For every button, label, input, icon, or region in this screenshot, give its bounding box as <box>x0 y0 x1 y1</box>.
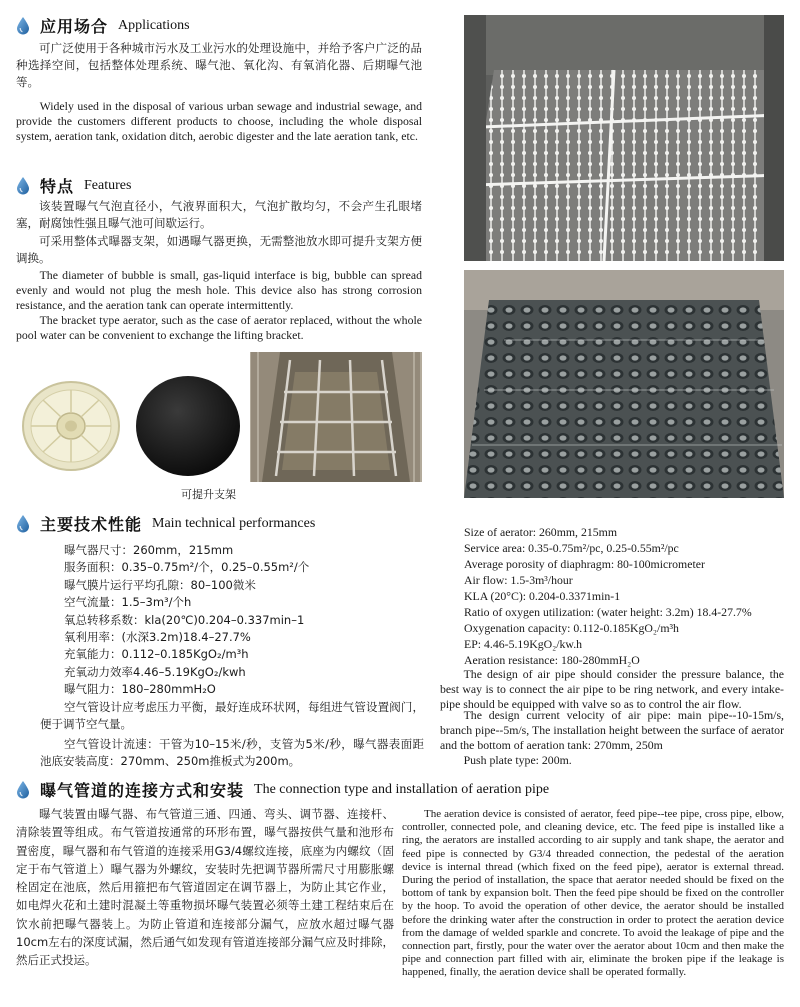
features-paragraph-zh-1: 该装置曝气气泡直径小，气液界面积大，气泡扩散均匀，不会产生孔眼堵塞，耐腐蚀性强且曝气池可间歇运行。 <box>16 199 422 230</box>
applications-heading <box>16 14 190 37</box>
performance-title-en: Main technical performances <box>152 515 316 531</box>
spec-item-en: Ratio of oxygen utilization: (water height: 3.2m) 18.4-27.7% <box>464 605 752 619</box>
spec-item-en: Average porosity of diaphragm: 80-100micrometer <box>464 557 705 571</box>
spec-item-en: KLA (20°C): 0.204-0.3371min-1 <box>464 589 621 603</box>
features-title-zh: 特点 <box>40 177 75 196</box>
aeration-tank-bracket-image <box>464 15 784 261</box>
aeration-tank-disc-layout-image <box>464 270 784 498</box>
features-title-en: Features <box>84 177 132 193</box>
performance-heading <box>16 512 315 535</box>
spec-item-en: Service area: 0.35-0.75m²/pc, 0.25-0.55m²/pc <box>464 541 679 555</box>
bracket-caption: 可提升支架 <box>181 488 236 501</box>
features-paragraph-en-2: The bracket type aerator, such as the case of aerator replaced, without the whole pool water can be convenient to exchange the lifting bracket. <box>16 313 422 342</box>
spec-item-zh: 服务面积：0.35–0.75m²/个，0.25–0.55m²/个 <box>64 560 310 575</box>
installation-paragraph-en: The aeration device is consisted of aerator, feed pipe--tee pipe, cross pipe, elbow, controller, connected pole, and cleaning device, etc. The feed pipe is installed like a ring, the aerators are installed according to air supply and tank shape, the aerator and feed pipe is connected by G3/4 threaded connection, the pedestal of the aeration device is internal thread (which fixed on the feed pipe), aerator is external thread. During the period of installation, the space that aerator needed should be fixed on the bottom of tank by expansion bolt. Then the feed pipe should be fixed on the controller by the hoop. To avoid the operation of other device, the aerator should be installed before the drinking water after the construction in order to protect the aeration device from the damage of welded sparkle and concrete. To avoid the leakage of pipe and the connection part, firstly, pour the water over the aerator about 10cm and then make the pipe and connection part filled with air, eliminate the broken pipe if the leakage is happened, finally, the aeration device shall be operated formally. <box>402 808 784 979</box>
spec-item-en: EP: 4.46-5.19KgO₂/kw.h <box>464 637 583 651</box>
applications-title-zh: 应用场合 <box>40 17 109 36</box>
spec-item-zh: 曝气器尺寸：260mm，215mm <box>64 543 234 557</box>
installation-title-en: The connection type and installation of aeration pipe <box>254 781 550 797</box>
spec-item-zh: 氧总转移系数：kla(20℃)0.204–0.337min–1 <box>64 612 305 627</box>
features-paragraph-zh-2: 可采用整体式曝器支架，如遇曝气器更换，无需整池放水即可提升支架方便调换。 <box>16 234 422 265</box>
features-paragraph-en-1: The diameter of bubble is small, gas-liquid interface is big, bubble can spread evenly and would not plug the mesh hole. This device also has strong corrosion resistance, and the aeration tank can operate intermittently. <box>16 268 422 312</box>
white-disc-aerator-image <box>16 372 124 476</box>
lifting-bracket-image <box>250 352 422 482</box>
performance-paragraph-en-2: The design current velocity of air pipe: main pipe--10-15m/s, branch pipe--5m/s, The installation height between the surface of aerator and the bottom of aeration tank: 270mm, 250m <box>440 708 784 752</box>
spec-item-zh: 充氧能力：0.112–0.185KgO₂/m³h <box>64 647 249 662</box>
performance-paragraph-zh-1: 空气管设计应考虑压力平衡，最好连成环状网，每组进气管设置阀门，便于调节空气量。 <box>40 700 424 731</box>
spec-item-zh: 曝气阻力：180–280mmH₂O <box>64 682 216 697</box>
performance-title-zh: 主要技术性能 <box>40 515 143 534</box>
applications-paragraph-en: Widely used in the disposal of various urban sewage and industrial sewage, and provide the customers different products to choose, including the whole disposal system, aeration tank, oxidation ditch, aerobic digester and the late aeration tank, etc. <box>16 99 422 143</box>
spec-item-zh: 氧利用率：(水深3.2m)18.4–27.7% <box>64 630 251 645</box>
performance-paragraph-en-3: Push plate type: 200m. <box>463 753 572 767</box>
installation-heading <box>16 778 549 801</box>
spec-item-zh: 曝气膜片运行平均孔隙：80–100微米 <box>64 577 256 592</box>
water-drop-icon <box>16 515 30 533</box>
performance-paragraph-zh-2: 空气管设计流速：干管为10–15米/秒，支管为5米/秒，曝气器表面距池底安装高度：270mm、250m推板式为200m。 <box>40 737 424 768</box>
black-membrane-aerator-image <box>133 370 243 478</box>
performance-paragraph-en-1: The design of air pipe should consider the pressure balance, the best way is to connect the air pipe to be ring network, and every intake-pipe should be equipped with valve so as to control the air flow. <box>440 667 784 711</box>
water-drop-icon <box>16 177 30 195</box>
features-heading <box>16 174 131 197</box>
spec-item-en: Air flow: 1.5-3m³/hour <box>464 573 573 587</box>
spec-list-zh <box>64 542 424 699</box>
spec-item-zh: 充氧动力效率4.46–5.19KgO₂/kwh <box>64 664 246 679</box>
spec-item-zh: 空气流量：1.5–3m³/个h <box>64 595 192 610</box>
spec-list-en <box>464 524 784 668</box>
applications-title-en: Applications <box>118 17 190 33</box>
applications-paragraph-zh: 可广泛使用于各种城市污水及工业污水的处理设施中，并给予客户广泛的品种选择空间，包括整体处理系统、曝气池、氧化沟、有氧消化器、后期曝气池等。 <box>16 41 422 89</box>
installation-title-zh: 曝气管道的连接方式和安装 <box>40 781 245 800</box>
water-drop-icon <box>16 17 30 35</box>
spec-item-en: Aeration resistance: 180-280mmH₂O <box>464 653 640 667</box>
spec-item-en: Size of aerator: 260mm, 215mm <box>464 525 617 539</box>
installation-paragraph-zh: 曝气装置由曝气器、布气管道三通、四通、弯头、调节器、连接杆、清除装置等组成。布气管道按通常的环形布置，曝气器按供气量和池形布置密度，曝气器和布气管道的连接采用G3/4螺纹连接，底座为内螺纹（固定于布气管道上）曝气器为外螺纹，安装时先把调节器所需尺寸用膨胀螺栓固定在池底，然后用箍把布气管道固定在调节器上，为防止其它作业，如电焊火花和土建时混凝土等重物损坏曝气装置必须等土建工程结束后在饮水前把曝气器装上。为防止管道和连接部分漏气，应放水超过曝气器10cm左右的深度试漏，然后通气如发现有管道连接部分漏气应及时排除，然后正式投运。 <box>16 807 394 968</box>
spec-item-en: Oxygenation capacity: 0.112-0.185KgO₂/m³h <box>464 621 679 635</box>
water-drop-icon <box>16 781 30 799</box>
